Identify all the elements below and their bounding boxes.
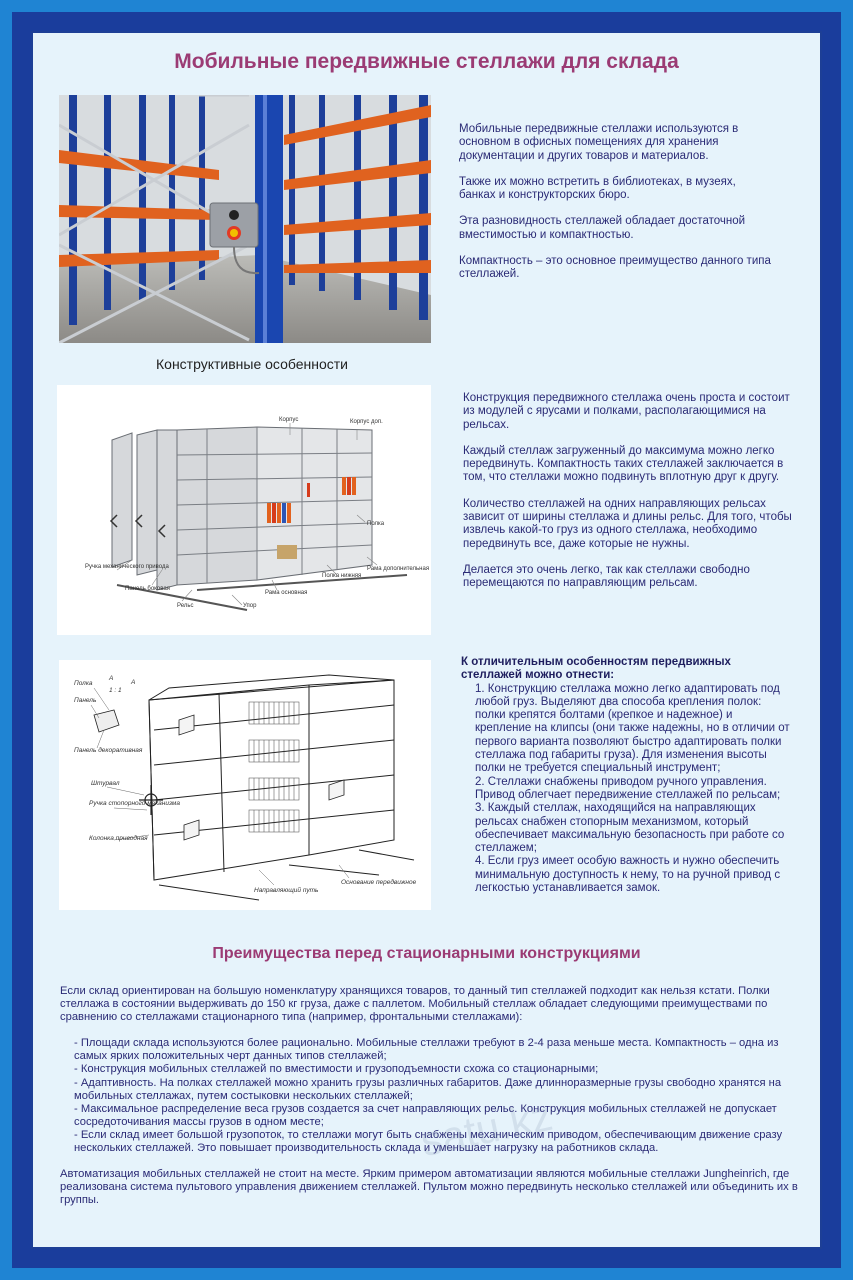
construction-text xyxy=(463,392,793,604)
advantage-item: - Конструкция мобильных стеллажей по вместимости и грузоподъемности схожа со стационарными; xyxy=(74,1063,599,1076)
intro-paragraph: Компактность – это основное преимущество данного типа стеллажей. xyxy=(459,255,771,281)
advantage-item: - Если склад имеет большой грузопоток, то стеллажи могут быть снабжены механическим приводом, обеспечивающим движение сразу нескольких стеллажей. Это повышает производительность склада и уменьшает нагрузку на работников склада. xyxy=(74,1128,783,1155)
advantages-title: Преимущества перед стационарными конструкциями xyxy=(212,945,641,962)
label-panel-bok: Панель боковая xyxy=(125,586,170,592)
label-rama-osn: Рама основная xyxy=(265,590,308,596)
construction-paragraph: Делается это очень легко, так как стеллажи свободно перемещаются по направляющим рельсам. xyxy=(463,563,750,590)
rack-structure-diagram xyxy=(57,385,431,635)
features-item: 3. Каждый стеллаж, находящийся на направляющих рельсах снабжен стопорным механизмом, который обеспечивает максимальную безопасность при работе со стеллажем; xyxy=(475,802,785,855)
features-item: 2. Стеллажи снабжены приводом ручного управления. Привод облегчает передвижение стеллажей по рельсам; xyxy=(475,775,781,801)
advantage-item: - Адаптивность. На полках стеллажей можно хранить грузы различных габаритов. Даже длинноразмерные грузы свободно хранятся на мобильных стеллажах, путем состыковки нескольких стеллажей; xyxy=(74,1076,782,1102)
label-napr-put: Направляющий путь xyxy=(254,887,319,894)
advantage-item: - Максимальное распределение веса грузов создается за счет направляющих рельс. Конструкция мобильных стеллажей не допускает сосредоточивания массы грузов в одном месте; xyxy=(74,1102,777,1128)
construction-paragraph: Каждый стеллаж загруженный до максимума можно легко передвинуть. Компактность таких стеллажей заключается в том, что стеллажи можно подвинуть вплотную друг к другу. xyxy=(463,444,784,484)
advantages-text xyxy=(60,985,805,1220)
advantages-intro: Если склад ориентирован на большую номенклатуру хранящихся товаров, то данный тип стеллажей подходит как нельзя кстати. Полки стеллажа в состоянии выдерживать до 150 кг груза, даже с паллетом. Мобильный стеллаж обладает следующими преимуществами по сравнению со стеллажами стационарного типа (например, фронтальными стеллажами): xyxy=(60,985,770,1024)
label-mark-scale: 1 : 1 xyxy=(109,687,122,694)
label-korpus: Корпус xyxy=(279,417,299,423)
label-rama-dop: Рама дополнительная xyxy=(367,566,430,572)
label-ruchka-stop: Ручка стопорного механизма xyxy=(89,800,180,807)
label-polka: Полка xyxy=(74,680,93,687)
label-kolonka: Колонка приводная xyxy=(89,835,148,842)
label-panel-dek: Панель декоративная xyxy=(74,747,143,754)
technical-drawing xyxy=(59,660,431,910)
label-polka: Полка xyxy=(367,521,385,527)
construction-paragraph: Количество стеллажей на одних направляющих рельсах зависит от ширины стеллажа и длины рельс. Для того, чтобы извлечь какой-то груз из одного стеллажа, необходимо передвинуть все, даже которые не нужны. xyxy=(463,497,792,550)
section-caption: Конструктивные особенности xyxy=(156,356,348,372)
advantage-item: - Площади склада используются более рационально. Мобильные стеллажи требуют в 2-4 раза меньше места. Компактность – одна из самых ярких положительных черт данных типов стеллажей; xyxy=(74,1037,779,1063)
label-shturval: Штурвал xyxy=(91,780,120,787)
label-panel: Панель xyxy=(74,697,97,704)
label-polka-nizh: Полка нижняя xyxy=(322,573,362,579)
label-rels: Рельс xyxy=(177,603,194,609)
label-upor: Упор xyxy=(243,603,257,609)
label-korpus-dop: Корпус доп. xyxy=(350,419,383,425)
watermark: satu.kz xyxy=(416,1091,557,1166)
warehouse-photo xyxy=(59,95,431,343)
intro-paragraph: Также их можно встретить в библиотеках, в музеях, банках и конструкторских бюро. xyxy=(459,175,736,202)
construction-paragraph: Конструкция передвижного стеллажа очень проста и состоит из модулей с ярусами и полками, располагающимися на рельсах. xyxy=(463,392,790,431)
poster-title: Мобильные передвижные стеллажи для склада xyxy=(174,50,679,73)
advantages-closing: Автоматизация мобильных стеллажей не стоит на месте. Ярким примером автоматизации являются мобильные стеллажи Jungheinrich, где реализована система пультового управления движением стеллажей. Пультом можно передвинуть несколько стеллажей или объединить их в группы. xyxy=(60,1168,798,1207)
features-heading: К отличительным особенностям передвижных стеллажей можно отнести: xyxy=(461,656,731,682)
features-item: 4. Если груз имеет особую важность и нужно обеспечить минимальную доступность к нему, то на ручной привод с легкостью устанавливается замок. xyxy=(475,855,781,895)
label-mark-a: А xyxy=(131,679,136,686)
intro-text xyxy=(459,123,774,295)
intro-paragraph: Эта разновидность стеллажей обладает достаточной вместимостью и компактностью. xyxy=(459,215,746,241)
features-item: 1. Конструкцию стеллажа можно легко адаптировать под любой груз. Выделяют два способа крепления полок: полки крепятся болтами (крепкое и надежное) и крепление на клипсы (они также надежны, но в отличии от первого варианта позволяют быстро адаптировать полки стеллажа под габариты груза). Для изменения высоты полки не требуется специальный инструмент; xyxy=(475,682,790,775)
label-osn-pered: Основание передвижное xyxy=(341,879,417,886)
features-text xyxy=(461,656,791,895)
intro-paragraph: Мобильные передвижные стеллажи используются в основном в офисных помещениях для хранения документации и других товаров и материалов. xyxy=(459,123,739,162)
label-ruchka: Ручка механического привода xyxy=(85,564,169,570)
label-mark-a: А xyxy=(109,675,114,682)
